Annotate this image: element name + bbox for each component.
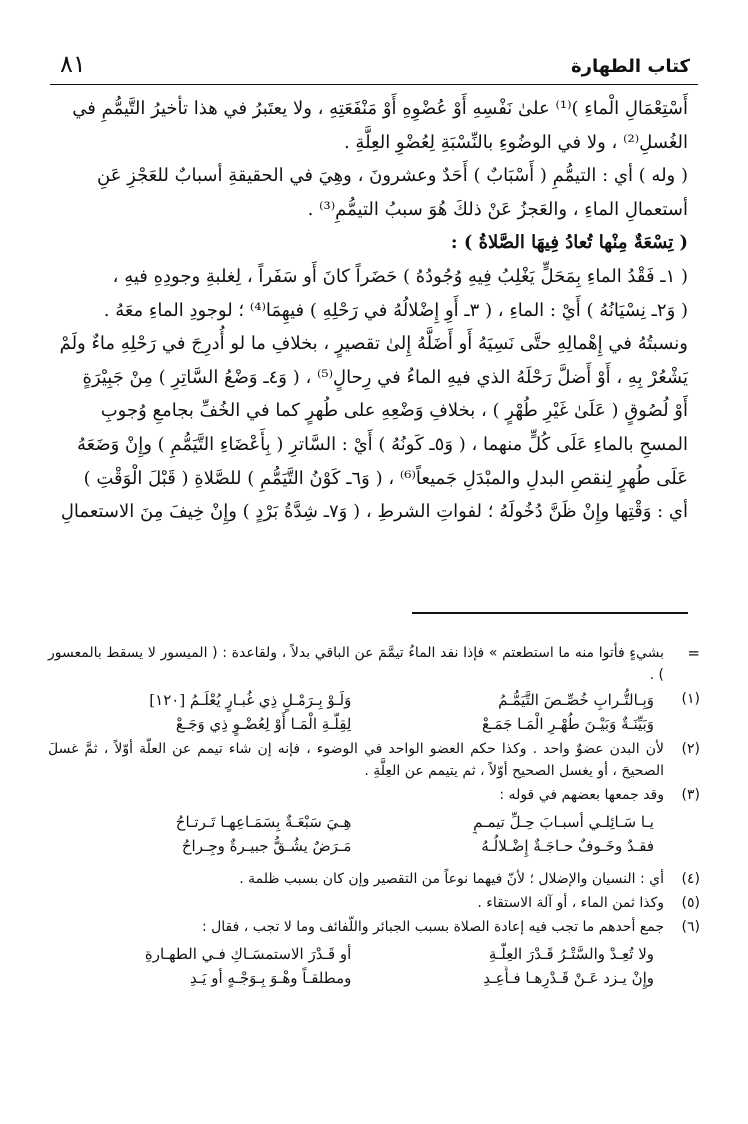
verse-hemistich: ومطلقـاً وهْـوَ بِـوَجْـهٍ أو يَـدِ xyxy=(190,969,352,987)
main-text xyxy=(56,92,688,529)
text-line: ( وله ) أي : التيمُّمِ ( أَسْبَابٌ ) أَحَدٌ وعشرونَ ، وهِيَ في الحقيقةِ أسبابٌ للعَجْزِ عَنِ xyxy=(97,165,688,187)
text-line: أَسْتِعْمَالِ الْماءِ )⁽¹⁾ علىٰ نَفْسِهِ أَوْ عُضْوِهِ أَوْ مَنْفَعَتِهِ ، ولا يعتَبرُ في هذا تأخيرُ التَّيمُّمِ في xyxy=(72,98,688,119)
footnote-number: (٥) xyxy=(681,895,700,911)
text-line: الغُسلِ⁽²⁾ ، ولا في الوضُوءِ بالنِّسْبَةِ لِعُضْوِ العِلَّةِ . xyxy=(343,131,688,153)
footnote-2 xyxy=(48,738,700,782)
footnote-5 xyxy=(48,892,700,914)
verse-block xyxy=(48,942,664,990)
footnote-1 xyxy=(48,688,700,736)
verse-hemistich: يـا سَـائِلـي أسبـابَ حِـلِّ تيمـمٍ xyxy=(473,813,654,831)
footnote-text: وكذا ثمن الماء ، أو آلة الاستقاء . xyxy=(477,895,664,911)
verse-line xyxy=(48,712,664,736)
footnote-number: (٦) xyxy=(681,919,700,935)
footnote-continuation xyxy=(48,642,700,686)
footnote-divider xyxy=(412,612,688,614)
text-line: أَوْ لُصُوقٍ ( عَلَىٰ غَيْرِ طُهْرٍ ) ، بخلافِ وَضْعِهِ على طُهرٍ كما في الخُفِّ بجامعِ وُجوبِ xyxy=(100,400,688,422)
verse-hemistich: وَبَيِّنَـةٌ وَبَيْـنَ طُهْـرِ الْمَـا جَمَـعْ xyxy=(482,715,654,733)
page-number: ٨١ xyxy=(60,50,86,78)
running-title: كتاب الطهارة xyxy=(570,56,690,77)
footnote-text: بشيءٍ فأتوا منه ما استطعتم » فإذا نفد الماءُ تيمَّمَ عن الباقي بدلاً ، ولقاعدة : ( الميسور لا يسقط بالمعسور ) . xyxy=(48,645,664,683)
footnote-text: أي : النسيان والإضلال ؛ لأنّ فيهما نوعاً من التقصير وإن كان بسبب ظلمة . xyxy=(239,871,664,887)
footnotes xyxy=(48,642,700,1000)
section-heading: ( تِسْعَةٌ مِنْها تُعادُ فِيهَا الصَّلاةُ ) : xyxy=(450,232,688,254)
footnote-number: (٢) xyxy=(681,741,700,757)
footnote-number: (١) xyxy=(681,691,700,707)
verse-line xyxy=(48,942,664,966)
verse-hemistich: لِقِلَّـةِ الْمَـا أَوْ لِعُضْـوٍ ذِي وَجَـعْ xyxy=(175,715,352,733)
verse-line xyxy=(48,834,664,858)
page-header xyxy=(50,44,698,85)
verse-hemistich: مَـرَضٌ يشُـقُّ جبيـرةٌ وجِـراحُ xyxy=(181,837,352,855)
text-line: ونسبتُهُ في إِهْمالِهِ حتَّى نَسِيَهُ أَو أَضَلَّهُ إِلىٰ تقصيرٍ ، بخلافِ ما لو أُدرِجَ في رَحْلِهِ ماءٌ ولَمْ xyxy=(59,333,688,355)
verse-hemistich: هِـيَ سَبْعَـةٌ بِسَمَـاعِهـا تَـرتـاحُ xyxy=(175,813,352,831)
footnote-number: (٤) xyxy=(681,871,700,887)
footnote-6 xyxy=(48,916,700,998)
verse-block xyxy=(48,810,664,858)
verse-line xyxy=(48,688,664,712)
text-line: أستعمالِ الماءِ ، والعَجزُ عَنْ ذلكَ هُوَ سببُ التيمُّمِ⁽³⁾ . xyxy=(307,198,688,220)
verse-hemistich: وَلَـوْ بِـرَمْـلٍ ذِي غُبـارٍ يُعْلَـمُ [١٢٠] xyxy=(149,691,352,709)
verse-hemistich: ولا تُعِـدْ والسَّتْـرُ قَـدْرَ العِلَّـةِ xyxy=(488,945,654,963)
footnote-4 xyxy=(48,868,700,890)
text-line: يَشْعُرْ بِهِ ، أَوْ أَضلَّ رَحْلَهُ الذي فيهِ الماءُ في رِحالٍ⁽⁵⁾ ، ( وَ٤ـ وَضْعُ السَّاتِرِ ) مِنْ جَبِيْرَةٍ xyxy=(82,366,688,388)
verse-hemistich: وإِنْ يـزد عَـنْ قَـدْرِهـا فـأَعِـدِ xyxy=(483,969,654,987)
text-line: عَلَى طُهرٍ لِنقصِ البدلِ والمبْدَلِ جَميعاً⁽⁶⁾ ، ( وَ٦ـ كَوْنُ التَّيَمُّمِ ) للصَّلاةِ ( قَبْلَ الْوَقْتِ ) xyxy=(83,467,688,489)
verse-hemistich: أو قَـدْرَ الاستمسَـاكِ فـي الطهـارةِ xyxy=(144,945,352,963)
footnote-text: لأن البدن عضوٌ واحد . وكذا حكم العضو الواحد في الوضوء ، فإنه إن شاء تيمم عن العلّة أوّلاً ، ثمَّ غسلَ الصحيحَ ، أو يغسل الصحيح أوّلاً ، ثم يتيمم عن العِلَّةِ . xyxy=(48,741,664,779)
text-line: ( ١ـ فَقْدُ الماءِ بِمَحَلٍّ يَغْلِبُ فِيهِ وُجُودُهُ ) حَضَراً كانَ أَو سَفَراً ، لِغلبةِ وجودِهِ فيهِ ، xyxy=(112,265,688,287)
text-line: المسحِ بالماءِ عَلَى كُلٍّ منهما ، ( وَ٥ـ كَونُهُ ) أَيْ : السَّاترِ ( بِأَعْضَاءِ التَّيَمُّمِ ) وإِنْ وَضَعَهُ xyxy=(76,433,688,455)
verse-line xyxy=(48,810,664,834)
footnote-text: جمع أحدهم ما تجب فيه إعادة الصلاة بسبب الجبائر واللّفائف وما لا تجب ، فقال : xyxy=(201,919,664,935)
footnote-3 xyxy=(48,784,700,866)
verse-hemistich: فقـدٌ وخَـوفٌ حـاجَـةٌ إِضْـلالُـهُ xyxy=(481,837,654,855)
footnote-text: وقد جمعها بعضهم في قوله : xyxy=(499,787,664,803)
footnote-number: (٣) xyxy=(681,787,700,803)
verse-line xyxy=(48,966,664,990)
text-line: أي : وَقْتِها وإِنْ ظَنَّ دُخُولَهُ ؛ لفواتِ الشرطِ ، ( وَ٧ـ شِدَّةُ بَرْدٍ ) وإِنْ خِيفَ مِنَ الاستعمالِ xyxy=(60,501,688,523)
continuation-marker: = xyxy=(687,644,700,662)
text-line: ( وَ٢ـ نِسْيَانُهُ ) أَيْ : الماءِ ، ( ٣ـ أَوِ إِضْلالُهُ في رَحْلِهِ ) فيهِمَا⁽⁴⁾ ؛ لوجودِ الماءِ معَهُ . xyxy=(103,299,688,321)
verse-hemistich: وَبِـالتُّـرابِ خُصِّـصَ التَّيَمُّـمُ xyxy=(498,691,654,709)
